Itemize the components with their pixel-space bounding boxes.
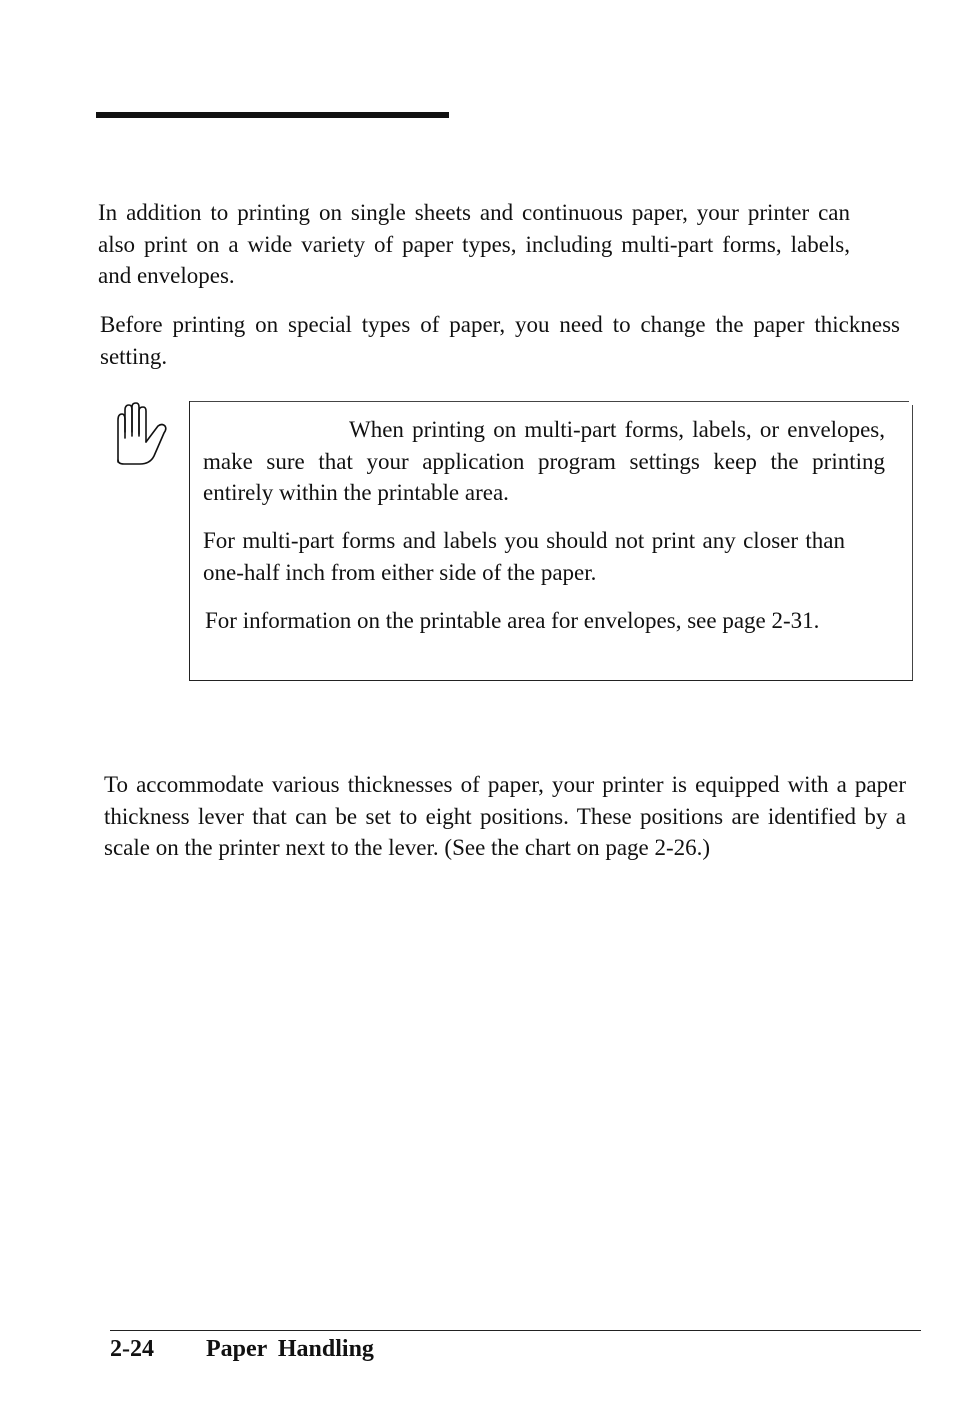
caution-paragraph-3: For information on the printable area for envelopes, see page 2-31. bbox=[205, 608, 820, 633]
page-number: 2-24 bbox=[110, 1336, 154, 1362]
intro-paragraph-2: Before printing on special types of paper, you need to change the paper thickness setting. bbox=[100, 312, 900, 369]
footer-section-title: Paper Handling bbox=[206, 1336, 374, 1362]
hand-caution-icon bbox=[112, 402, 174, 468]
caution-note-box bbox=[189, 401, 913, 681]
thickness-paragraph: To accommodate various thicknesses of paper, your printer is equipped with a paper thickness lever that can be set to eight positions. These positions are identified by a scale on the printer next to the lever. (See the chart on page 2-26.) bbox=[104, 772, 906, 860]
section-heading-rule bbox=[96, 112, 449, 118]
footer-rule bbox=[110, 1330, 921, 1331]
caution-box-right-border bbox=[912, 405, 913, 680]
caution-paragraph-1: When printing on multi-part forms, labels, or envelopes, make sure that your application program settings keep the printing entirely within the printable area. bbox=[203, 417, 885, 505]
intro-paragraph-1: In addition to printing on single sheets and continuous paper, your printer can also print on a wide variety of paper types, including multi-part forms, labels, and envelopes. bbox=[98, 200, 850, 288]
caution-box-top-border bbox=[190, 401, 909, 402]
caution-paragraph-2: For multi-part forms and labels you should not print any closer than one-half inch from either side of the paper. bbox=[203, 528, 845, 585]
